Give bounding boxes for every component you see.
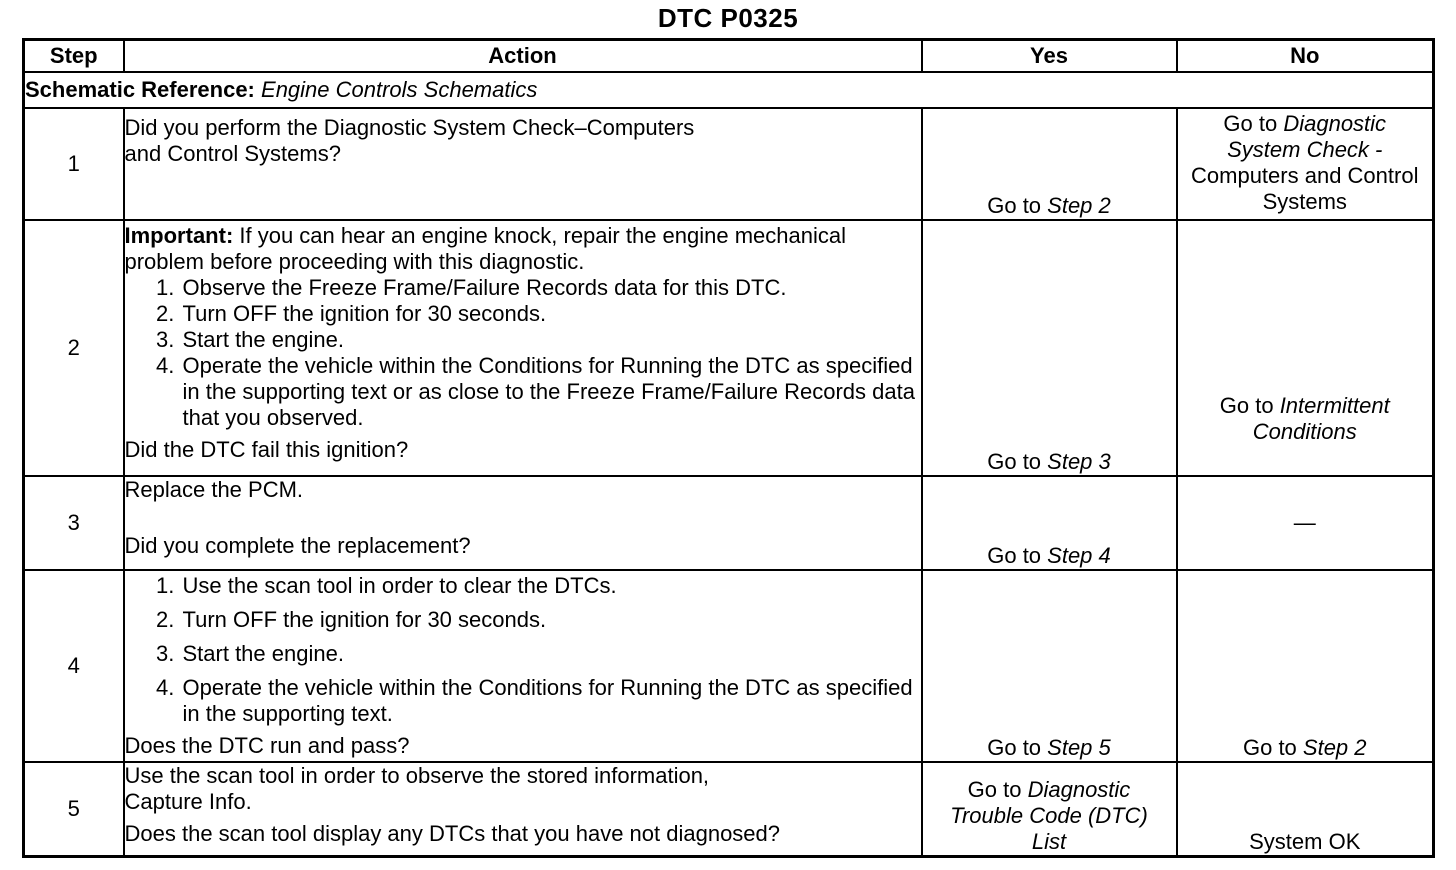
- important-text: If you can hear an engine knock, repair the engine mechanical problem before proceeding with this diagnostic.: [124, 223, 847, 274]
- yes-link[interactable]: Step 2: [1047, 193, 1111, 218]
- no-cell: [1177, 108, 1434, 220]
- no-prefix: Go to: [1219, 393, 1280, 418]
- no-cell: [1177, 570, 1434, 762]
- no-link[interactable]: Intermittent Conditions: [1252, 393, 1390, 444]
- yes-prefix: Go to: [967, 776, 1028, 802]
- yes-link[interactable]: Step 5: [1047, 735, 1111, 760]
- action-text: Did you perform the Diagnostic System Check–Computers: [124, 115, 695, 140]
- question-text: Did the DTC fail this ignition?: [124, 437, 409, 462]
- dtc-table: [22, 38, 1435, 858]
- no-link[interactable]: Step 2: [1302, 735, 1367, 760]
- action-text: Capture Info.: [124, 789, 252, 814]
- no-link[interactable]: Diagnostic System Check -: [1227, 111, 1387, 162]
- step-number: 4: [24, 570, 124, 762]
- procedure-list: [125, 275, 921, 431]
- no-cell: [1177, 220, 1434, 476]
- yes-prefix: Go to: [987, 193, 1048, 218]
- list-item: 1. Use the scan tool in order to clear the DTCs.: [181, 573, 921, 599]
- table-row: [24, 220, 1434, 476]
- yes-prefix: Go to: [987, 543, 1048, 568]
- question-text: Does the scan tool display any DTCs that you have not diagnosed?: [124, 821, 781, 846]
- table-row: [24, 476, 1434, 570]
- no-cell: [1177, 762, 1434, 856]
- yes-cell: [922, 762, 1177, 856]
- schematic-reference-row: [24, 72, 1434, 108]
- action-text: Use the scan tool in order to observe the stored information,: [124, 763, 710, 788]
- action-cell: [124, 762, 922, 856]
- no-value: —: [1293, 510, 1316, 535]
- important-note: [125, 221, 921, 275]
- no-cell: [1177, 476, 1434, 570]
- step-number: 5: [24, 762, 124, 856]
- schematic-label: Schematic Reference:: [25, 77, 255, 102]
- step-number: 1: [24, 108, 124, 220]
- schematic-link[interactable]: Engine Controls Schematics: [261, 77, 538, 102]
- list-item: 2. Turn OFF the ignition for 30 seconds.: [181, 607, 921, 633]
- list-item: 2. Turn OFF the ignition for 30 seconds.: [181, 301, 921, 327]
- action-cell: [124, 220, 922, 476]
- table-row: [24, 108, 1434, 220]
- step-number: 2: [24, 220, 124, 476]
- no-suffix: Computers and Control Systems: [1191, 163, 1419, 214]
- no-prefix: Go to: [1242, 735, 1303, 760]
- important-label: Important:: [124, 223, 234, 248]
- action-text: and Control Systems?: [124, 141, 341, 166]
- header-row: [24, 40, 1434, 73]
- table-row: [24, 570, 1434, 762]
- table-row: [24, 762, 1434, 856]
- action-cell: [124, 570, 922, 762]
- list-item: 3. Start the engine.: [181, 641, 921, 667]
- question-text: Does the DTC run and pass?: [124, 733, 410, 758]
- yes-cell: [922, 220, 1177, 476]
- header-yes: Yes: [922, 40, 1177, 73]
- action-cell: [124, 108, 922, 220]
- list-item: 4. Operate the vehicle within the Conditions for Running the DTC as specified in the supporting text.: [181, 675, 921, 727]
- list-item: 3. Start the engine.: [181, 327, 921, 353]
- no-prefix: Go to: [1223, 111, 1284, 136]
- action-cell: [124, 476, 922, 570]
- no-value: System OK: [1249, 828, 1361, 854]
- header-action: Action: [124, 40, 922, 73]
- yes-link[interactable]: Step 4: [1047, 543, 1111, 568]
- yes-prefix: Go to: [987, 449, 1048, 474]
- list-item: 1. Observe the Freeze Frame/Failure Records data for this DTC.: [181, 275, 921, 301]
- page-title: DTC P0325: [657, 3, 799, 33]
- procedure-list: [125, 573, 921, 727]
- yes-link[interactable]: Step 3: [1047, 449, 1111, 474]
- yes-cell: [922, 108, 1177, 220]
- list-item: 4. Operate the vehicle within the Conditions for Running the DTC as specified in the supporting text or as close to the Freeze Frame/Failure Records data that you observed.: [181, 353, 921, 431]
- schematic-reference: [24, 72, 1434, 108]
- yes-link[interactable]: Diagnostic Trouble Code (DTC) List: [950, 776, 1148, 854]
- header-no: No: [1177, 40, 1434, 73]
- yes-cell: [922, 476, 1177, 570]
- yes-cell: [922, 570, 1177, 762]
- step-number: 3: [24, 476, 124, 570]
- action-text: Replace the PCM.: [124, 477, 304, 502]
- header-step: Step: [24, 40, 124, 73]
- question-text: Did you complete the replacement?: [124, 533, 471, 558]
- yes-prefix: Go to: [987, 735, 1048, 760]
